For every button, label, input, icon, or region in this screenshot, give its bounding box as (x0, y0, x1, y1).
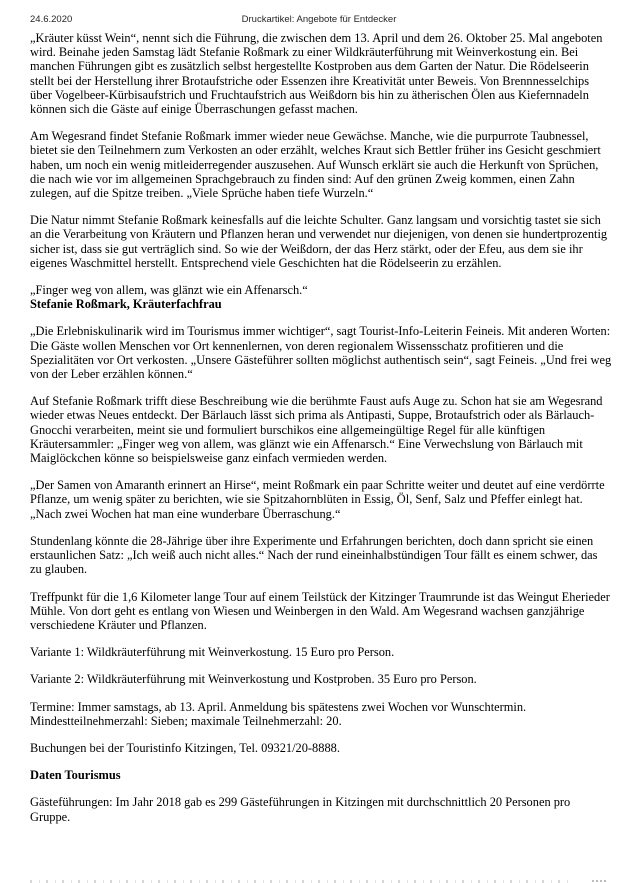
article-paragraph-treffpunkt: Treffpunkt für die 1,6 Kilometer lange Tour auf einem Teilstück der Kitzinger Traumrunde ist das Weingut Eherieder Mühle. Von dort geht es entlang von Wiesen und Weinbergen in den Wald. Am Wegesrand wachsen ganzjährige verschiedene Kräuter und Pflanzen. (30, 589, 610, 632)
section-heading-daten-tourismus: Daten Tourismus (30, 768, 121, 783)
print-header (0, 14, 638, 28)
article-paragraph-amaranth: „Der Samen von Amaranth erinnert an Hirse“, meint Roßmark ein paar Schritte weiter und deutet auf eine verdörrte Pflanze, um wenig später zu berichten, wie sie Spitzahornblüten in Essig, Öl, Senf, Salz und Pfeffer einlegt hat. „Nach zwei Wochen hat man eine wunderbare Überraschung.“ (30, 478, 605, 521)
article-paragraph-erlebniskulinarik: „Die Erlebniskulinarik wird im Tourismus immer wichtiger“, sagt Tourist-Info-Leiterin Feineis. Mit anderen Worten: Die Gäste wollen Menschen vor Ort kennenlernen, von deren regionalem Wissensschatz profitieren und die Spezialitäten vor Ort verkosten. „Unsere Gästeführer sollten möglichst authentisch sein“, sagt Feineis. „Und frei weg von der Leber erzählen können.“ (30, 324, 612, 382)
article-paragraph-variante-2: Variante 2: Wildkräuterführung mit Weinverkostung und Kostproben. 35 Euro pro Person. (30, 672, 477, 687)
print-date: 24.6.2020 (30, 14, 73, 25)
article-paragraph-gaestefuehrungen: Gästeführungen: Im Jahr 2018 gab es 299 Gästeführungen in Kitzingen mit durchschnittlich 20 Personen pro Gruppe. (30, 795, 571, 824)
article-paragraph-wegesrand: Am Wegesrand findet Stefanie Roßmark immer wieder neue Gewächse. Manche, wie die purpurrote Taubnessel, bietet sie den Teilnehmern zum Verkosten an oder erzählt, welches Kraut sich Bettler früher ins Gesicht geschmiert haben, um noch ein wenig mitleiderregender auszusehen. Auf Wunsch erklärt sie auch die Herkunft von Sprüchen, die nach wie vor im allgemeinen Sprachgebrauch zu finden sind: Auf den grünen Zweig kommen, einen Zahn zulegen, auf die Spitze treiben. „Viele Sprüche haben tiefe Wurzeln.“ (30, 129, 601, 201)
article-paragraph-variante-1: Variante 1: Wildkräuterführung mit Weinverkostung. 15 Euro pro Person. (30, 645, 395, 660)
article-paragraph-baerlauch: Auf Stefanie Roßmark trifft diese Beschreibung wie die berühmte Faust aufs Auge zu. Schon hat sie am Wegesrand wieder etwas Neues entdeckt. Der Bärlauch lässt sich prima als Antipasti, Suppe, Brotaufstrich oder als Bärlauch-Gnocchi verarbeiten, meint sie und formuliert burschikos eine allgemeingültige Regel für alle künftigen Kräutersammler: „Finger weg von allem, was glänzt wie ein Affenarsch.“ Eine Verwechslung von Bärlauch mit Maiglöckchen könne so beispielsweise ganz einfach vermieden werden. (30, 394, 603, 466)
article-paragraph-natur: Die Natur nimmt Stefanie Roßmark keinesfalls auf die leichte Schulter. Ganz langsam und vorsichtig tastet sie sich an die Verarbeitung von Kräutern und Pflanzen heran und verwendet nur diejenigen, von denen sie hundertprozentig sicher ist, dass sie gut verträglich sind. So wie der Weißdorn, der das Herz stärkt, oder der Efeu, aus dem sie ihr eigenes Waschmittel herstellt. Entsprechend viele Geschichten hat die Rödelseerin zu erzählen. (30, 213, 608, 270)
document-title: Druckartikel: Angebote für Entdecker (241, 14, 397, 25)
quote-attribution: Stefanie Roßmark, Kräuterfachfrau (30, 297, 222, 312)
pull-quote: „Finger weg von allem, was glänzt wie ein Affenarsch.“ (30, 283, 308, 298)
article-paragraph-intro: „Kräuter küsst Wein“, nennt sich die Führung, die zwischen dem 13. April und dem 26. Oktober 25. Mal angeboten wird. Beinahe jeden Samstag lädt Stefanie Roßmark zu einer Wildkräuterführung mit Weinverkostung ein. Bei manchen Führungen gibt es zusätzlich selbst hergestellte Kostproben aus dem Garten der Natur. Die Rödelseerin stellt bei der Herstellung ihrer Brotaufstriche oder Essenzen ihre Kreativität unter Beweis. Von Brennnesselchips über Vogelbeer-Kürbisaufstrich und Fruchtaufstrich aus Weißdorn bis hin zu ätherischen Ölen aus Kiefernnadeln können sich die Gäste auf einige Überraschungen gefasst machen. (30, 31, 603, 117)
article-paragraph-buchungen: Buchungen bei der Touristinfo Kitzingen, Tel. 09321/20-8888. (30, 740, 340, 755)
page-indicator-mark (592, 880, 606, 882)
article-paragraph-experimente: Stundenlang könnte die 28-Jährige über ihre Experimente und Erfahrungen berichten, doch dann spricht sie einen erstaunlichen Satz: „Ich weiß auch nicht alles.“ Nach der rund eineinhalbstündigen Tour fällt es einem schwer, das zu glauben. (30, 533, 598, 577)
article-body (30, 31, 612, 837)
article-paragraph-termine: Termine: Immer samstags, ab 13. April. Anmeldung bis spätestens zwei Wochen vor Wunschtermin. Mindestteilnehmerzahl: Sieben; maximale Teilnehmerzahl: 20. (30, 699, 527, 728)
